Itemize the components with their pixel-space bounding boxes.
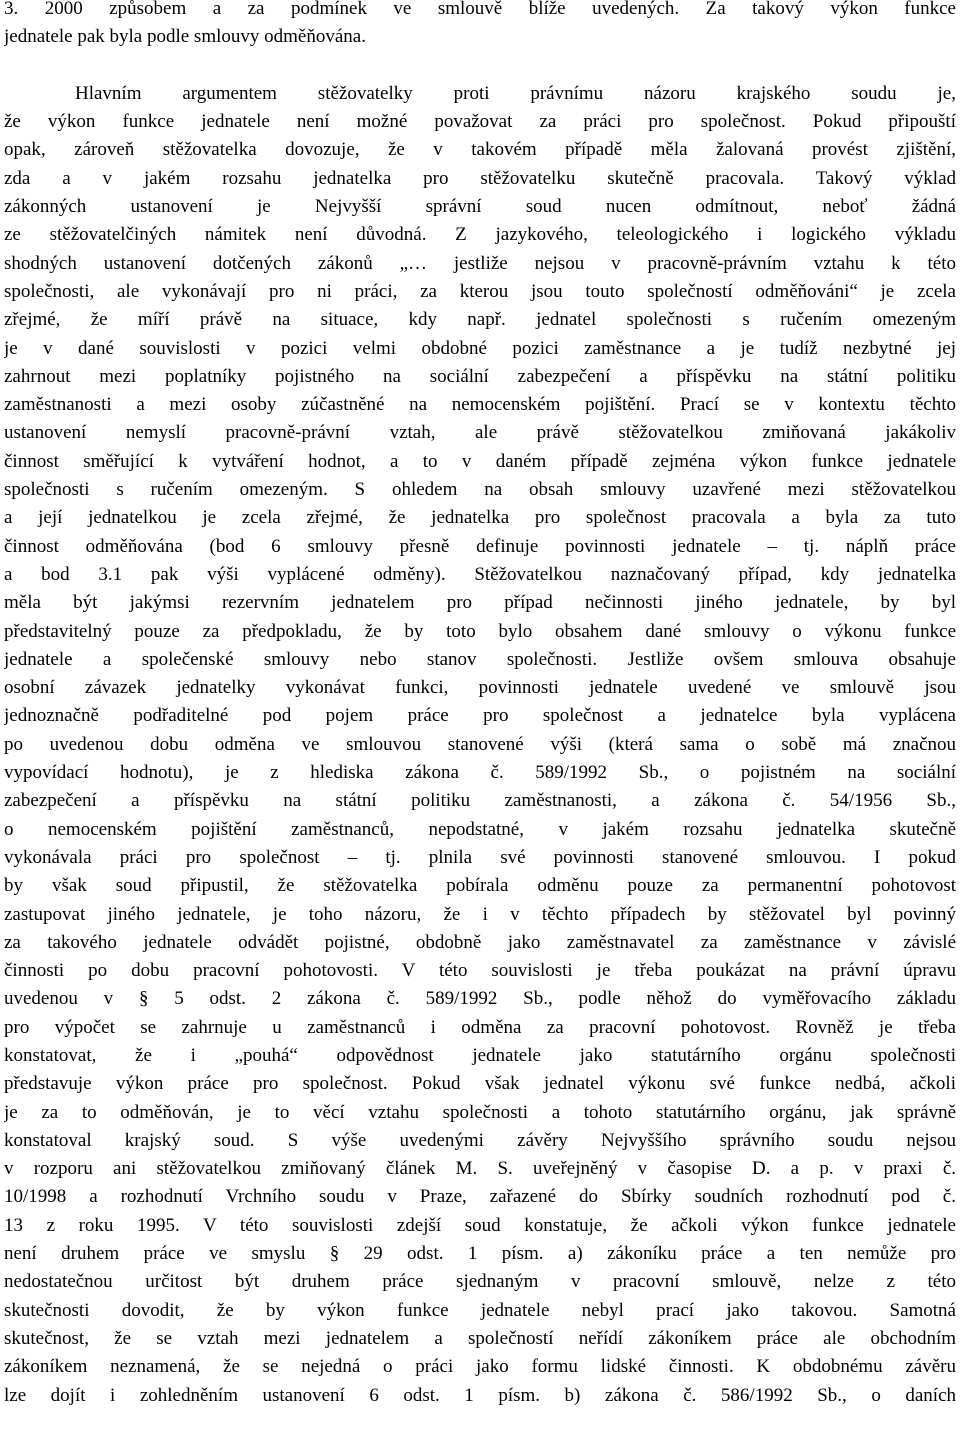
text-line: o nemocenském pojištění zaměstnanců, nepodstatné, v jakém rozsahu jednatelka skutečně — [4, 818, 956, 840]
text-line: a bod 3.1 pak výši vyplácené odměny). Stěžovatelkou naznačovaný případ, kdy jednatelka — [4, 563, 956, 585]
text-line: vykonávala práci pro společnost – tj. plnila své povinnosti stanovené smlouvou. I pokud — [4, 846, 956, 868]
text-line: Hlavním argumentem stěžovatelky proti právnímu názoru krajského soudu je, — [75, 82, 956, 104]
text-line: zákoníkem neznamená, že se nejedná o práci jako formu lidské činnosti. K obdobnému závěru — [4, 1356, 956, 1378]
text-line: činnost směřující k vytváření hodnot, a to v daném případě zejména výkon funkce jednatele — [4, 450, 956, 472]
text-line: není druhem práce ve smyslu § 29 odst. 1 písm. a) zákoníku práce a ten nemůže pro — [4, 1243, 956, 1265]
text-line: zda a v jakém rozsahu jednatelka pro stěžovatelku skutečně pracovala. Takový výklad — [4, 167, 956, 189]
text-line: konstatoval krajský soud. S výše uvedenými závěry Nejvyššího správního soudu nejsou — [4, 1129, 956, 1151]
text-line: po uvedenou dobu odměna ve smlouvou stanovené výši (která sama o sobě má značnou — [4, 733, 956, 755]
text-line: zákonných ustanovení je Nejvyšší správní soud nucen odmítnout, neboť žádná — [4, 196, 956, 218]
text-line: vypovídací hodnotu), je z hlediska zákona č. 589/1992 Sb., o pojistném na sociální — [4, 762, 956, 784]
text-line: by však soud připustil, že stěžovatelka pobírala odměnu pouze za permanentní pohotovost — [4, 875, 956, 897]
text-line: představitelný pouze za předpokladu, že by toto bylo obsahem dané smlouvy o výkonu funkce — [4, 620, 956, 642]
text-line: za takového jednatele odvádět pojistné, obdobně jako zaměstnavatel za zaměstnance v závislé — [4, 931, 956, 953]
text-line: nedostatečnou určitost být druhem práce sjednaným v pracovní smlouvě, nelze z této — [4, 1271, 956, 1293]
text-line: že výkon funkce jednatele není možné považovat za práci pro společnost. Pokud připouští — [4, 111, 956, 133]
text-line: ze stěžovatelčiných námitek není důvodná. Z jazykového, teleologického i logického výkladu — [4, 224, 956, 246]
text-line: skutečnosti dovodit, že by výkon funkce jednatele nebyl prací jako takovou. Samotná — [4, 1299, 956, 1321]
text-line: jednatele pak byla podle smlouvy odměňována. — [4, 26, 366, 48]
text-line: ustanovení nemyslí pracovně-právní vztah, ale právě stěžovatelkou zmiňovaná jakákoliv — [4, 422, 956, 444]
text-line: shodných ustanovení dotčených zákonů „… jestliže nejsou v pracovně-právním vztahu k této — [4, 252, 956, 274]
text-line: zahrnout mezi poplatníky pojistného na sociální zabezpečení a příspěvku na státní politiku — [4, 365, 956, 387]
text-line: 10/1998 a rozhodnutí Vrchního soudu v Praze, zařazené do Sbírky soudních rozhodnutí pod č. — [4, 1186, 956, 1208]
text-line: opak, zároveň stěžovatelka dovozuje, že v takovém případě měla žalovaná provést zjištění, — [4, 139, 956, 161]
paragraph-gap — [4, 52, 956, 80]
text-line: v rozporu ani stěžovatelkou zmiňovaný článek M. S. uveřejněný v časopise D. a p. v praxi č. — [4, 1158, 956, 1180]
text-line: 13 z roku 1995. V této souvislosti zdejší soud konstatuje, že ačkoli výkon funkce jednatele — [4, 1214, 956, 1236]
text-line: je za to odměňován, je to věcí vztahu společnosti a tohoto statutárního orgánu, jak správně — [4, 1101, 956, 1123]
text-line: činnosti po dobu pracovní pohotovosti. V této souvislosti je třeba poukázat na právní úpravu — [4, 960, 956, 982]
text-line: představuje výkon práce pro společnost. Pokud však jednatel výkonu své funkce nedbá, ačkoli — [4, 1073, 956, 1095]
text-line: 3. 2000 způsobem a za podmínek ve smlouvě blíže uvedených. Za takový výkon funkce — [4, 0, 956, 19]
text-line: uvedenou v § 5 odst. 2 zákona č. 589/1992 Sb., podle něhož do vyměřovacího základu — [4, 988, 956, 1010]
text-line: jednatele a společenské smlouvy nebo stanov společnosti. Jestliže ovšem smlouva obsahuje — [4, 648, 956, 670]
text-line: zabezpečení a příspěvku na státní politiku zaměstnanosti, a zákona č. 54/1956 Sb., — [4, 790, 956, 812]
text-line: osobní závazek jednatelky vykonávat funkci, povinnosti jednatele uvedené ve smlouvě jsou — [4, 677, 956, 699]
text-line: skutečnost, že se vztah mezi jednatelem a společností neřídí zákoníkem práce ale obchodním — [4, 1327, 956, 1349]
text-line: zaměstnanosti a mezi osoby zúčastněné na nemocenském pojištění. Prací se v kontextu těchto — [4, 394, 956, 416]
text-line: činnost odměňována (bod 6 smlouvy přesně definuje povinnosti jednatele – tj. náplň práce — [4, 535, 956, 557]
paragraph-1 — [4, 0, 956, 52]
text-line: zřejmé, že míří právě na situace, kdy např. jednatel společnosti s ručením omezeným — [4, 309, 956, 331]
text-line: zastupovat jiného jednatele, je toho názoru, že i v těchto případech by stěžovatel byl povinný — [4, 903, 956, 925]
text-line: je v dané souvislosti v pozici velmi obdobné pozici zaměstnance a je tudíž nezbytné jej — [4, 337, 956, 359]
text-line: konstatovat, že i „pouhá“ odpovědnost jednatele jako statutárního orgánu společnosti — [4, 1044, 956, 1066]
paragraph-2 — [4, 80, 956, 1410]
text-line: a její jednatelkou je zcela zřejmé, že jednatelka pro společnost pracovala a byla za tuto — [4, 507, 956, 529]
text-line: společnosti, ale vykonávají pro ni práci, za kterou jsou touto společností odměňováni“ je zcela — [4, 280, 956, 302]
text-line: pro výpočet se zahrnuje u zaměstnanců i odměna za pracovní pohotovost. Rovněž je třeba — [4, 1016, 956, 1038]
text-line: společnosti s ručením omezeným. S ohledem na obsah smlouvy uzavřené mezi stěžovatelkou — [4, 479, 956, 501]
text-line: jednoznačně podřaditelné pod pojem práce pro společnost a jednatelce byla vyplácena — [4, 705, 956, 727]
text-line: měla být jakýmsi rezervním jednatelem pro případ nečinnosti jiného jednatele, by byl — [4, 592, 956, 614]
text-line: lze dojít i zohledněním ustanovení 6 odst. 1 písm. b) zákona č. 586/1992 Sb., o daních — [4, 1384, 956, 1406]
